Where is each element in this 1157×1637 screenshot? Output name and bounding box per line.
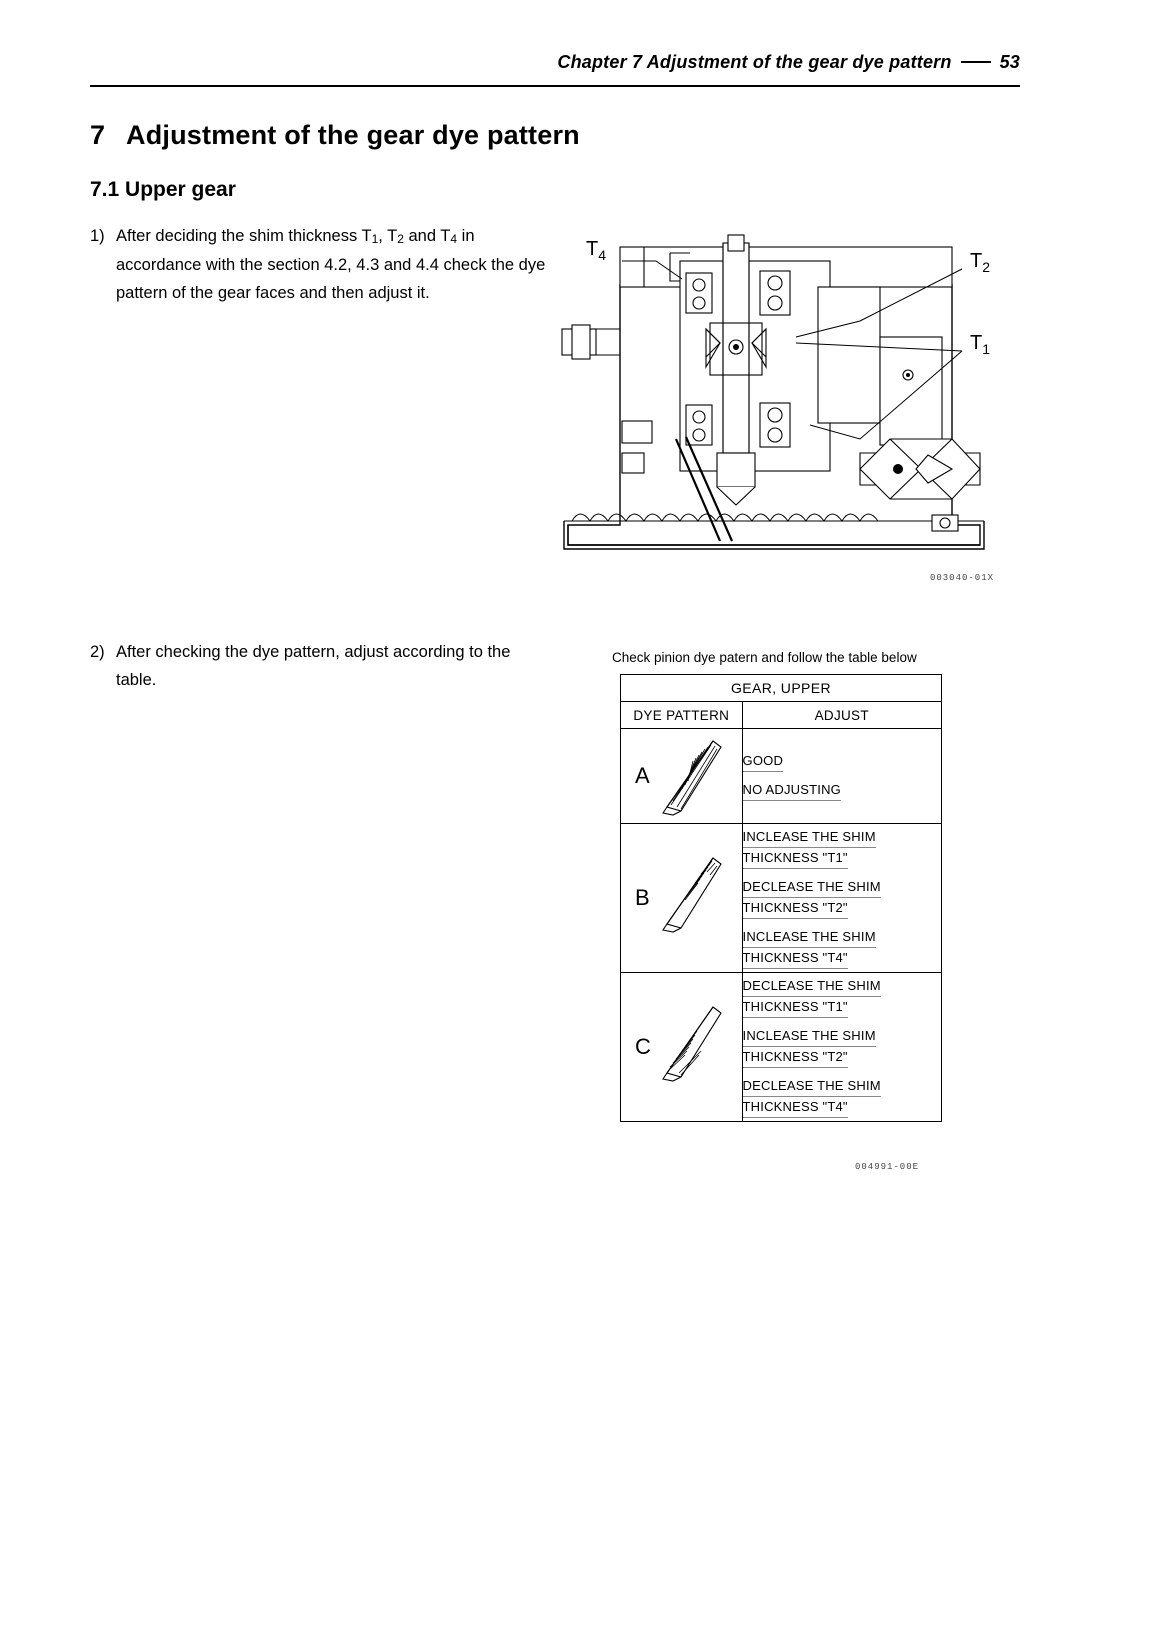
- header-chapter-label: Chapter 7 Adjustment of the gear dye pattern: [557, 52, 952, 72]
- list-item: [90, 638, 550, 694]
- chapter-title-text: Adjustment of the gear dye pattern: [126, 120, 580, 150]
- figure-gear-assembly: [560, 225, 1030, 585]
- adjust-group: [743, 927, 941, 969]
- adjust-text: THICKNESS "T1": [743, 997, 848, 1018]
- page-header: [90, 52, 1020, 73]
- step1-part3: and T: [403, 227, 451, 245]
- step1-t1: 1: [371, 232, 379, 246]
- table-title: GEAR, UPPER: [621, 675, 942, 702]
- chapter-number: 7: [90, 120, 106, 150]
- list-item-marker: 1): [90, 227, 105, 245]
- callout-t2: $T_2$: [970, 250, 991, 275]
- column-header-dye-pattern: DYE PATTERN: [621, 702, 743, 729]
- adjust-text: THICKNESS "T4": [743, 1097, 848, 1118]
- list-item: [90, 222, 550, 307]
- step1-part1: After deciding the shim thickness T: [116, 227, 372, 245]
- section-number: 7.1: [90, 178, 120, 201]
- section-heading: [90, 178, 236, 202]
- adjust-group: [743, 780, 941, 801]
- adjust-cell-a: [742, 729, 941, 824]
- step1-part2: , T: [378, 227, 398, 245]
- column-header-adjust: ADJUST: [742, 702, 941, 729]
- adjust-text: GOOD: [743, 751, 784, 772]
- gear-tooth-pattern-c-icon: [655, 1001, 727, 1088]
- pattern-letter-a: A: [635, 763, 650, 788]
- adjust-text: DECLEASE THE SHIM: [743, 976, 881, 997]
- adjust-text: THICKNESS "T2": [743, 898, 848, 919]
- table-row: [621, 824, 942, 973]
- adjust-text: INCLEASE THE SHIM: [743, 927, 876, 948]
- adjust-group: [743, 751, 941, 772]
- adjust-text: NO ADJUSTING: [743, 780, 841, 801]
- pattern-letter-c: C: [635, 1034, 651, 1059]
- list-item-marker: 2): [90, 643, 105, 661]
- callout-t4: $T_4$: [586, 238, 607, 263]
- adjust-text: DECLEASE THE SHIM: [743, 1076, 881, 1097]
- header-rule: [90, 85, 1020, 87]
- table-caption: Check pinion dye patern and follow the table below: [612, 650, 917, 665]
- step1-t2: 2: [397, 232, 404, 246]
- dye-pattern-cell-b: [621, 824, 743, 973]
- section-title-text: Upper gear: [125, 178, 236, 201]
- table-row: [621, 973, 942, 1122]
- adjust-text: THICKNESS "T4": [743, 948, 848, 969]
- adjust-cell-b: [742, 824, 941, 973]
- table-row-title: [621, 675, 942, 702]
- figure2-drawing-code: 004991-00E: [855, 1162, 920, 1172]
- header-dash: [961, 61, 991, 63]
- dye-pattern-cell-a: [621, 729, 743, 824]
- adjust-text: INCLEASE THE SHIM: [743, 1026, 876, 1047]
- gear-tooth-pattern-a-icon: [655, 735, 727, 822]
- adjust-text: THICKNESS "T1": [743, 848, 848, 869]
- adjust-group: [743, 877, 941, 919]
- dye-pattern-cell-c: [621, 973, 743, 1122]
- figure1-drawing-code: 003040-01X: [929, 573, 994, 583]
- table-row-header: [621, 702, 942, 729]
- adjust-group: [743, 827, 941, 869]
- adjust-group: [743, 976, 941, 1018]
- dye-pattern-table: [620, 674, 942, 1122]
- adjust-text: INCLEASE THE SHIM: [743, 827, 876, 848]
- adjust-cell-c: [742, 973, 941, 1122]
- adjust-group: [743, 1026, 941, 1068]
- list-item-text: After checking the dye pattern, adjust according to the table.: [116, 643, 511, 689]
- step1-part4: in accordance with the section 4.2, 4.3 and 4.4 check the dye pattern of the gear faces and then adjust it.: [116, 227, 546, 302]
- table-row: [621, 729, 942, 824]
- step1-t4: 4: [450, 232, 458, 246]
- page-title: [90, 120, 580, 151]
- adjust-text: DECLEASE THE SHIM: [743, 877, 881, 898]
- pattern-letter-b: B: [635, 885, 650, 910]
- adjust-text: THICKNESS "T2": [743, 1047, 848, 1068]
- page-number: 53: [999, 52, 1020, 72]
- gear-tooth-pattern-b-icon: [655, 852, 727, 939]
- callout-t1: $T_1$: [970, 332, 991, 357]
- list-item-text: [116, 222, 550, 307]
- adjust-group: [743, 1076, 941, 1118]
